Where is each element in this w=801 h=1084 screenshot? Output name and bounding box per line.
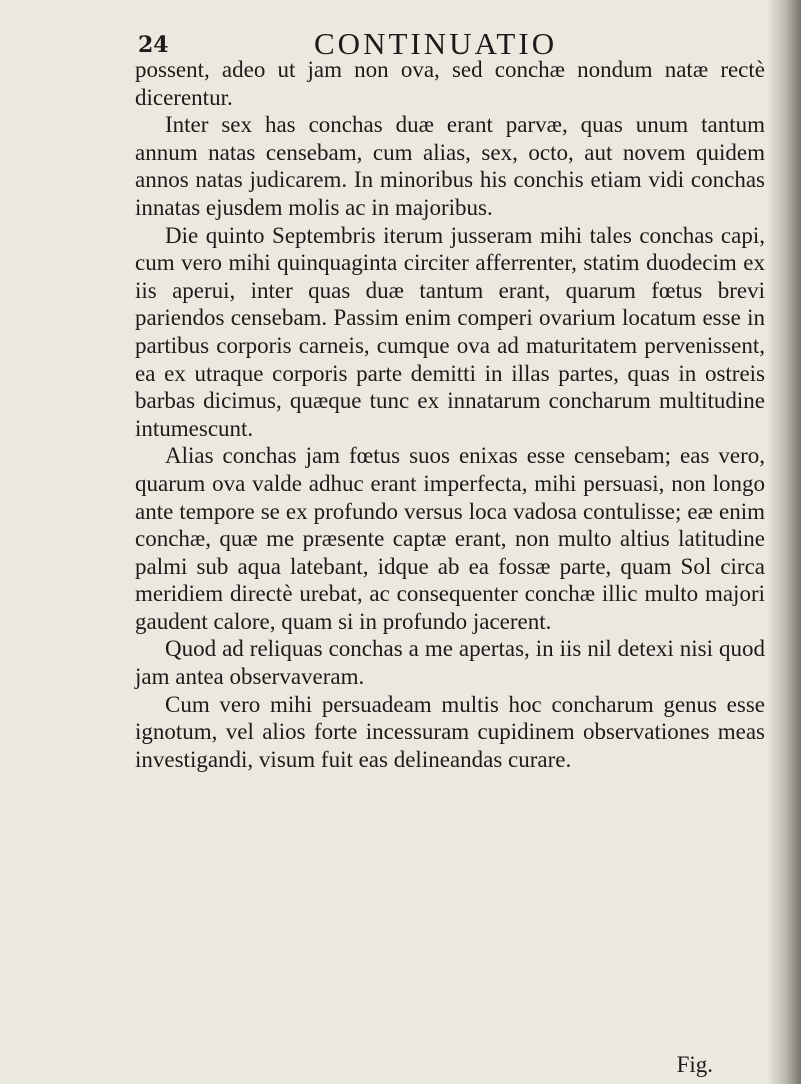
page-edge-shadow <box>767 0 801 1084</box>
paragraph: possent, adeo ut jam non ova, sed conchæ nondum natæ rectè dicerentur. <box>135 57 765 110</box>
body-text <box>135 56 765 773</box>
paragraph: Quod ad reliquas conchas a me apertas, in iis nil detexi nisi quod jam antea observaveram. <box>135 636 765 690</box>
running-title: CONTINUATIO <box>314 26 558 61</box>
paragraph: Inter sex has conchas duæ erant parvæ, quas unum tantum annum natas censebam, cum alias, sex, octo, aut novem quidem annos natas judicarem. In minoribus his conchis etiam vidi conchas innatas ejusdem molis ac in majoribus. <box>135 112 765 220</box>
paragraph: Alias conchas jam fœtus suos enixas esse censebam; eas vero, quarum ova valde adhuc erant imperfecta, mihi persuasi, non longo ante tempore se ex profundo versus loca vadosa contulisse; eæ enim conchæ, quæ me præsente captæ erant, non multo altius latitudine palmi sub aqua latebant, idque ab ea fossæ parte, quam Sol circa meridiem directè urebat, ac consequenter conchæ illic multo majori gaudent calore, quam si in profundo jacerent. <box>135 443 765 634</box>
catchword: Fig. <box>676 1052 713 1077</box>
page-number: 24 <box>138 32 169 58</box>
paragraph: Die quinto Septembris iterum jusseram mihi tales conchas capi, cum vero mihi quinquaginta circiter afferrenter, statim duodecim ex iis aperui, inter quas duæ tantum erant, quarum fœtus brevi pariendos censebam. Passim enim comperi ovarium locatum esse in partibus corporis carneis, cumque ova ad maturitatem pervenissent, ea ex utraque corporis parte demitti in illas partes, quas in ostreis barbas dicimus, quæque tunc ex innatarum concharum multitudine intumescunt. <box>135 222 765 441</box>
paragraph: Cum vero mihi persuadeam multis hoc concharum genus esse ignotum, vel alios forte incessuram cupidinem observationes meas investigandi, visum fuit eas delineandas curare. <box>135 691 765 772</box>
